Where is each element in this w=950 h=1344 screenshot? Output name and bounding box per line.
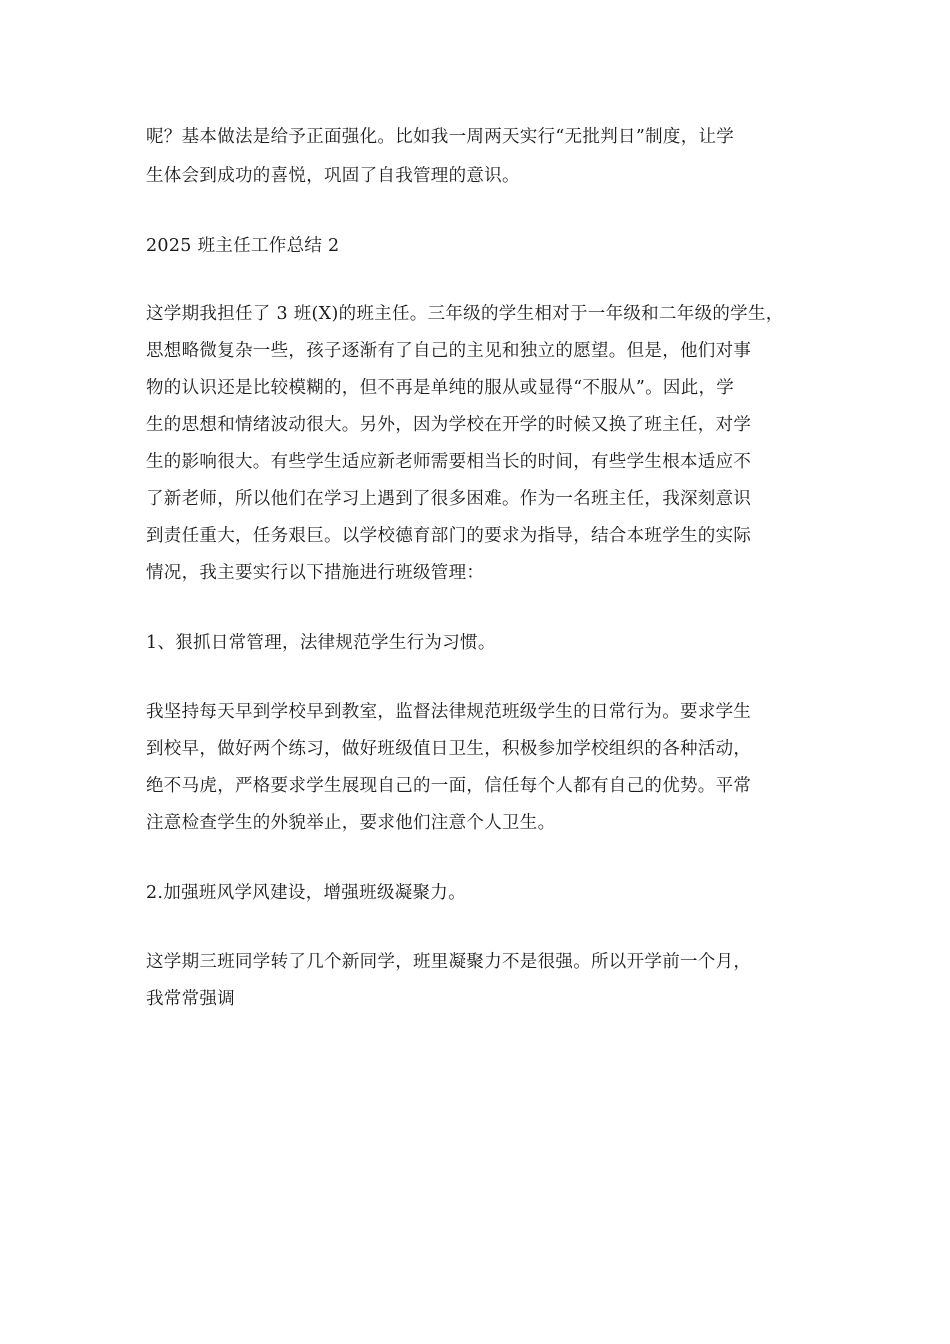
paragraph-line: 到责任重大，任务艰巨。以学校德育部门的要求为指导，结合本班学生的实际 [146, 526, 752, 546]
paragraph-line: 这学期我担任了 3 班(X)的班主任。三年级的学生相对于一年级和二年级的学生， [146, 304, 784, 324]
subsection-heading: 2.加强班风学风建设，增强班级凝聚力。 [146, 883, 466, 903]
paragraph-line: 生的影响很大。有些学生适应新老师需要相当长的时间，有些学生根本适应不 [146, 452, 752, 472]
paragraph-line: 呢？基本做法是给予正面强化。比如我一周两天实行“无批判日”制度，让学 [146, 127, 735, 147]
paragraph-line: 绝不马虎，严格要求学生展现自己的一面，信任每个人都有自己的优势。平常 [146, 776, 752, 796]
paragraph-line: 注意检查学生的外貌举止，要求他们注意个人卫生。 [146, 813, 556, 833]
paragraph-line: 我坚持每天早到学校早到教室，监督法律规范班级学生的日常行为。要求学生 [146, 702, 752, 722]
subsection-heading: 1、狠抓日常管理，法律规范学生行为习惯。 [146, 633, 496, 653]
section-heading: 2025 班主任工作总结 2 [146, 236, 340, 256]
paragraph-line: 到校早，做好两个练习，做好班级值日卫生，积极参加学校组织的各种活动， [146, 739, 752, 759]
paragraph-line: 了新老师，所以他们在学习上遇到了很多困难。作为一名班主任，我深刻意识 [146, 489, 752, 509]
paragraph-line: 生体会到成功的喜悦，巩固了自我管理的意识。 [146, 166, 520, 186]
paragraph-line: 情况，我主要实行以下措施进行班级管理： [146, 563, 485, 583]
paragraph-line: 物的认识还是比较模糊的，但不再是单纯的服从或显得“不服从”。因此，学 [146, 378, 735, 398]
paragraph-line: 我常常强调 [146, 989, 235, 1009]
paragraph-line: 这学期三班同学转了几个新同学，班里凝聚力不是很强。所以开学前一个月， [146, 952, 752, 972]
paragraph-line: 生的思想和情绪波动很大。另外，因为学校在开学的时候又换了班主任，对学 [146, 415, 752, 435]
paragraph-line: 思想略微复杂一些，孩子逐渐有了自己的主见和独立的愿望。但是，他们对事 [146, 341, 752, 361]
